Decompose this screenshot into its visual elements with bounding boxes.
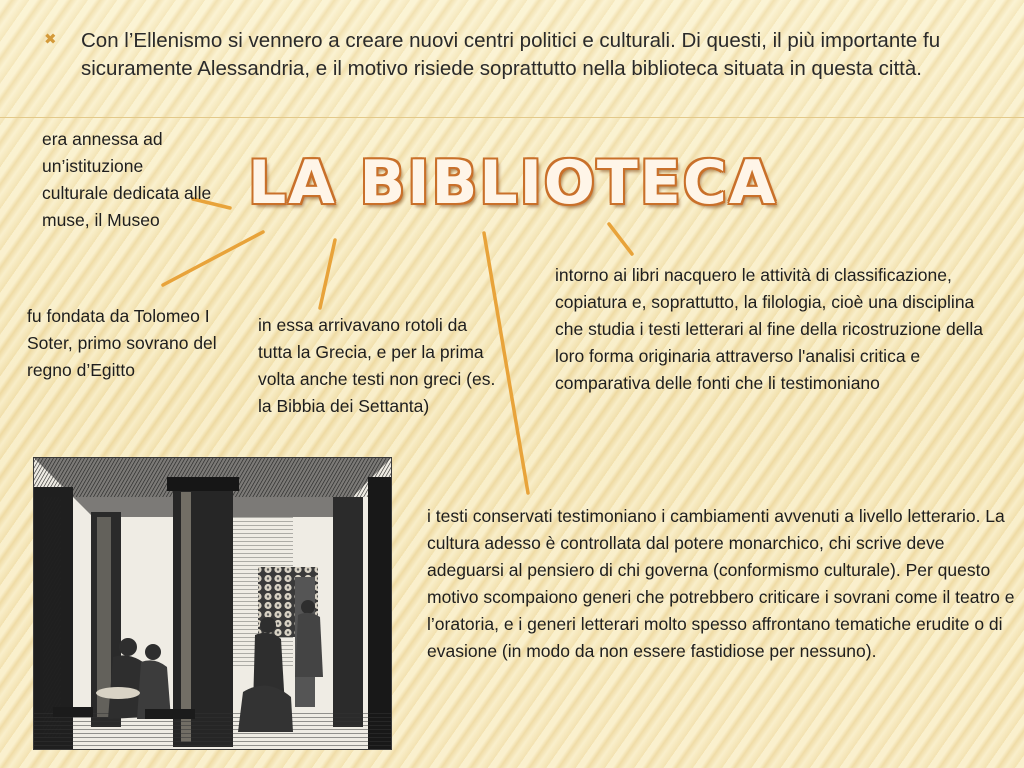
note-museo: era annessa ad un’istituzione culturale dedicata alle muse, il Museo	[42, 129, 212, 230]
slide-title: LA BIBLIOTECA	[248, 148, 778, 218]
connector-tolomeo	[163, 232, 263, 285]
note-testi: i testi conservati testimoniano i cambiamenti avvenuti a livello letterario. La cultura adesso è controllata dal potere monarchico, chi scrive deve adeguarsi al pensiero di chi governa (conformismo culturale). Per questo motivo scompaiono generi che potrebbero criticare i sovrani come il teatro e l’oratoria, e i generi letterari molto spesso affrontano tematiche erudite o di evasione (in modo da non essere fastidiose per nessuno).	[427, 506, 1015, 661]
note-tolomeo: fu fondata da Tolomeo I Soter, primo sovrano del regno d’Egitto	[27, 306, 217, 380]
intro-text: Con l’Ellenismo si vennero a creare nuovi centri politici e culturali. Di questi, il più importante fu sicuramente Alessandria, e il motivo risiede soprattutto nella biblioteca situata in questa città.	[81, 29, 941, 80]
x-bullet-icon: ✖	[44, 31, 57, 48]
library-engraving	[33, 457, 392, 750]
connector-rotoli	[320, 240, 335, 308]
note-rotoli: in essa arrivavano rotoli da tutta la Grecia, e per la prima volta anche testi non greci (es. la Bibbia dei Settanta)	[258, 315, 496, 416]
connector-libri	[609, 224, 632, 254]
note-libri: intorno ai libri nacquero le attività di classificazione, copiatura e, soprattutto, la filologia, cioè una disciplina che studia i testi letterari al fine della ricostruzione della loro forma originaria attraverso l'analisi critica e comparativa delle fonti che li testimoniano	[555, 265, 983, 393]
